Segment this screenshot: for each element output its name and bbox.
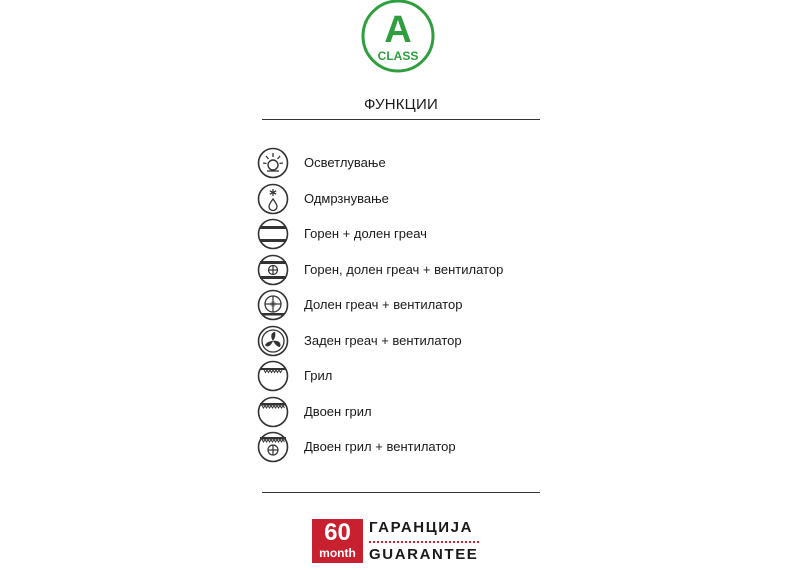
grill-icon bbox=[257, 360, 289, 392]
guarantee-unit: month bbox=[319, 546, 356, 560]
function-label: Горен + долен греач bbox=[304, 226, 427, 241]
energy-class-badge bbox=[359, 0, 437, 74]
bottom-divider bbox=[262, 492, 540, 493]
double-grill-icon bbox=[257, 396, 289, 428]
top-bottom-heater-fan-icon bbox=[257, 254, 289, 286]
double-grill-fan-icon bbox=[257, 431, 289, 463]
functions-title: ФУНКЦИИ bbox=[364, 96, 438, 113]
rear-heater-fan-icon bbox=[257, 325, 289, 357]
defrost-icon bbox=[257, 183, 289, 215]
top-divider bbox=[262, 119, 540, 120]
oven-light-icon bbox=[257, 147, 289, 179]
guarantee-badge bbox=[312, 519, 480, 565]
function-label: Горен, долен греач + вентилатор bbox=[304, 261, 504, 277]
function-label: Одмрзнување bbox=[304, 190, 389, 206]
function-label: Осветлување bbox=[304, 155, 386, 170]
function-label: Грил bbox=[304, 368, 333, 383]
guarantee-text-english: GUARANTEE bbox=[369, 546, 479, 563]
energy-class-label: CLASS bbox=[377, 49, 419, 63]
bottom-heater-fan-icon bbox=[257, 289, 289, 321]
guarantee-number: 60 bbox=[324, 519, 351, 546]
guarantee-box bbox=[312, 519, 363, 563]
function-label: Долен греач + вентилатор bbox=[304, 297, 463, 312]
guarantee-dotted-line bbox=[369, 541, 479, 545]
top-bottom-heater-icon bbox=[257, 218, 289, 250]
guarantee-text-local: ГАРАНЦИЈА bbox=[369, 519, 474, 536]
energy-class-letter: A bbox=[384, 9, 412, 51]
function-label: Заден греач + вентилатор bbox=[304, 332, 462, 348]
function-label: Двоен грил bbox=[304, 403, 372, 419]
function-label: Двоен грил + вентилатор bbox=[304, 439, 456, 454]
